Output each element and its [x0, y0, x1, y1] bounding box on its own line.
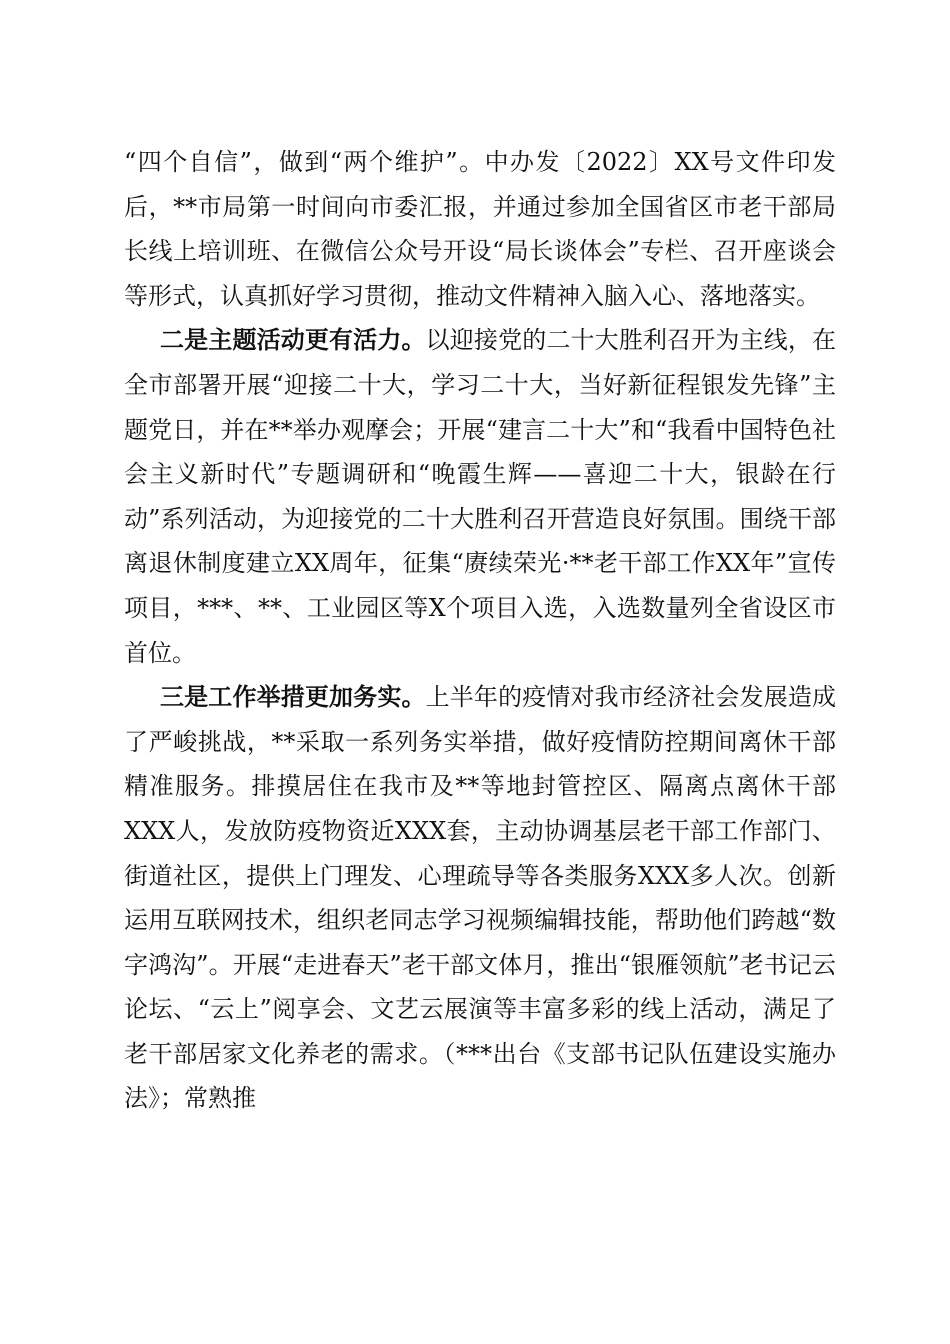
paragraph-heading: 三是工作举措更加务实。: [160, 682, 426, 712]
document-body: [124, 140, 836, 1121]
paragraph-text: 以迎接党的二十大胜利召开为主线，在全市部署开展“迎接二十大，学习二十大，当好新征程银发先锋”主题党日，并在**举办观摩会；开展“建言二十大”和“我看中国特色社会主义新时代”专题调研和“晚霞生辉——喜迎二十大，银龄在行动”系列活动，为迎接党的二十大胜利召开营造良好氛围。围绕干部离退休制度建立XX周年，征集“赓续荣光·**老干部工作XX年”宣传项目，***、**、工业园区等X个项目入选，入选数量列全省设区市首位。: [124, 326, 837, 667]
paragraph-continuation: [124, 140, 836, 318]
paragraph-heading: 二是主题活动更有活力。: [160, 325, 426, 355]
paragraph-theme-activities: [124, 318, 836, 675]
paragraph-text: “四个自信”，做到“两个维护”。中办发〔2022〕XX号文件印发后，**市局第一时间向市委汇报，并通过参加全国省区市老干部局长线上培训班、在微信公众号开设“局长谈体会”专栏、召开座谈会等形式，认真抓好学习贯彻，推动文件精神入脑入心、落地落实。: [124, 148, 836, 310]
paragraph-work-measures: [124, 675, 836, 1121]
paragraph-text: 上半年的疫情对我市经济社会发展造成了严峻挑战，**采取一系列务实举措，做好疫情防控期间离休干部精准服务。排摸居住在我市及**等地封管控区、隔离点离休干部XXX人，发放防疫物资近XXX套，主动协调基层老干部工作部门、街道社区，提供上门理发、心理疏导等各类服务XXX多人次。创新运用互联网技术，组织老同志学习视频编辑技能，帮助他们跨越“数字鸿沟”。开展“走进春天”老干部文体月，推出“银雁领航”老书记云论坛、“云上”阅享会、文艺云展演等丰富多彩的线上活动，满足了老干部居家文化养老的需求。（***出台《支部书记队伍建设实施办法》；常熟推: [124, 683, 837, 1113]
